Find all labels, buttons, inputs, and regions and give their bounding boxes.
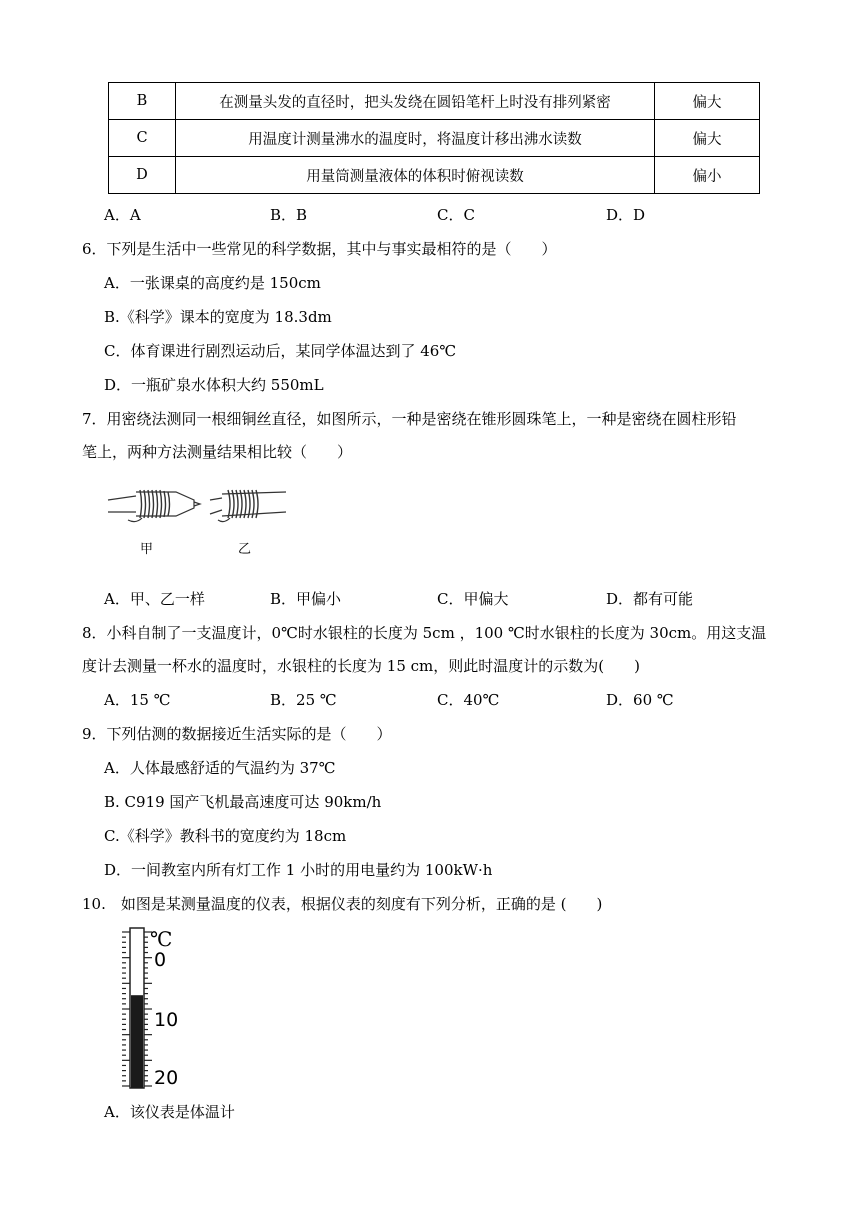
q9-option-c[interactable]: C.《科学》教科书的宽度约为 18cm xyxy=(104,827,347,845)
row-description: 用量筒测量液体的体积时俯视读数 xyxy=(176,157,655,194)
q7-stem-line2: 笔上，两种方法测量结果相比较（ ） xyxy=(82,443,353,461)
row-letter: C xyxy=(109,120,176,157)
option-c[interactable]: C．40℃ xyxy=(437,691,500,709)
scale-label-0: 0 xyxy=(154,949,167,971)
option-a[interactable]: A．A xyxy=(104,206,141,224)
row-description: 在测量头发的直径时，把头发绕在圆铅笔杆上时没有排列紧密 xyxy=(176,83,655,120)
q6-stem: 6．下列是生活中一些常见的科学数据，其中与事实最相符的是（ ） xyxy=(82,240,557,258)
option-d[interactable]: D．60 ℃ xyxy=(606,691,674,709)
q9-option-a[interactable]: A．人体最感舒适的气温约为 37℃ xyxy=(104,759,336,777)
option-c[interactable]: C．甲偏大 xyxy=(437,590,509,608)
row-result: 偏大 xyxy=(655,120,760,157)
q6-option-d[interactable]: D．一瓶矿泉水体积大约 550mL xyxy=(104,376,324,394)
q9-option-d[interactable]: D．一间教室内所有灯工作 1 小时的用电量约为 100kW·h xyxy=(104,861,493,879)
option-c[interactable]: C．C xyxy=(437,206,475,224)
option-b[interactable]: B．25 ℃ xyxy=(270,691,337,709)
q10-stem: 10. 如图是某测量温度的仪表，根据仪表的刻度有下列分析，正确的是 ( ) xyxy=(82,895,603,913)
row-result: 偏小 xyxy=(655,157,760,194)
q9-option-b[interactable]: B. C919 国产飞机最高速度可达 90km/h xyxy=(104,793,382,811)
figure-label-jia: 甲 xyxy=(140,542,154,557)
q8-stem-line1: 8．小科自制了一支温度计，0℃时水银柱的长度为 5cm ，100 ℃时水银柱的长度为 30cm。用这支温 xyxy=(82,624,767,642)
q7-coil-figure xyxy=(106,478,286,558)
thermometer-column xyxy=(131,995,143,1088)
coil-figure-yi xyxy=(210,490,286,522)
q5-error-table xyxy=(108,82,760,194)
scale-label-10: 10 xyxy=(154,1009,179,1031)
table-row xyxy=(109,120,760,157)
figure-label-yi: 乙 xyxy=(238,542,252,557)
option-b[interactable]: B．甲偏小 xyxy=(270,590,342,608)
row-description: 用温度计测量沸水的温度时，将温度计移出沸水读数 xyxy=(176,120,655,157)
option-b[interactable]: B．B xyxy=(270,206,308,224)
option-a[interactable]: A．甲、乙一样 xyxy=(104,590,205,608)
scale-label-20: 20 xyxy=(154,1067,179,1089)
q6-option-b[interactable]: B.《科学》课本的宽度为 18.3dm xyxy=(104,308,332,326)
q7-stem-line1: 7．用密绕法测同一根细铜丝直径，如图所示，一种是密绕在锥形圆珠笔上，一种是密绕在圆柱形铅 xyxy=(82,410,737,428)
q6-option-c[interactable]: C．体育课进行剧烈运动后，某同学体温达到了 46℃ xyxy=(104,342,457,360)
row-letter: D xyxy=(109,157,176,194)
q8-stem-line2: 度计去测量一杯水的温度时，水银柱的长度为 15 cm，则此时温度计的示数为( ) xyxy=(82,657,640,675)
option-a[interactable]: A．15 ℃ xyxy=(104,691,171,709)
q10-option-a[interactable]: A．该仪表是体温计 xyxy=(104,1103,235,1121)
option-d[interactable]: D．都有可能 xyxy=(606,590,694,608)
row-result: 偏大 xyxy=(655,83,760,120)
row-letter: B xyxy=(109,83,176,120)
thermometer-figure xyxy=(120,926,200,1094)
thermometer-unit: ℃ xyxy=(150,927,173,951)
table-row xyxy=(109,83,760,120)
q9-stem: 9．下列估测的数据接近生活实际的是（ ） xyxy=(82,725,392,743)
q6-option-a[interactable]: A．一张课桌的高度约是 150cm xyxy=(104,274,321,292)
option-d[interactable]: D．D xyxy=(606,206,646,224)
table-row xyxy=(109,157,760,194)
coil-figure-jia xyxy=(108,490,200,522)
